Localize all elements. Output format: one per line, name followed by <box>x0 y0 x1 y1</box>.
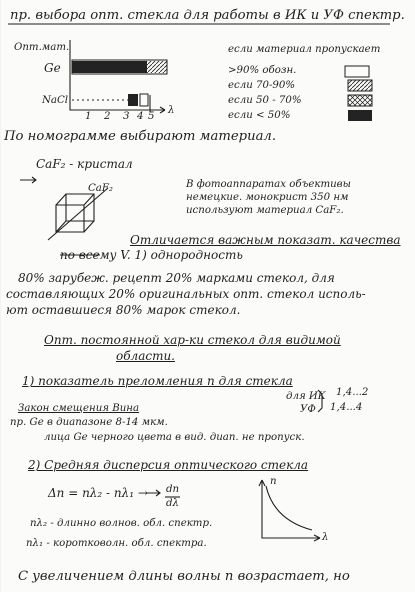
graph-n: n <box>270 476 277 487</box>
differ-2: по всему V. 1) однородность <box>60 248 243 262</box>
item1-e: 1,4...4 <box>330 402 363 413</box>
tick-3: 3 <box>123 111 130 122</box>
tick-5: 5 <box>148 111 155 122</box>
tick-2: 2 <box>104 111 111 122</box>
nl2-line: nλ₂ - длинно волнов. обл. спектр. <box>30 518 213 529</box>
nacl-bar-1 <box>128 94 138 106</box>
legend-box-empty <box>345 66 369 77</box>
char-2: области. <box>116 349 175 363</box>
stat-3: ют оставшиеся 80% марок стекол. <box>6 303 241 317</box>
photo-2: немецкие. монокрист 350 нм <box>186 192 349 203</box>
item1-c: 1,4...2 <box>336 387 369 398</box>
nacl-label: NaCl <box>42 95 69 106</box>
photo-3: используют материал CaF₂. <box>186 205 344 216</box>
y-axis-label: Опт.мат. <box>14 42 70 53</box>
arrow-1 <box>20 177 36 183</box>
legend-box-solid <box>348 110 372 121</box>
graph-lambda: λ <box>322 532 329 543</box>
caf2-label: CaF₂ <box>88 183 114 194</box>
page-title: пр. выбора опт. стекла для работы в ИК и УФ спектр. <box>10 8 405 23</box>
legend-line-2: >90% обозн. <box>228 65 297 76</box>
ge-bar-fill <box>72 61 147 73</box>
item1-h: лица Ge черного цвета в вид. диап. не пропуск. <box>44 432 305 443</box>
differ-1: Отличается важным показат. качества <box>130 233 401 247</box>
ge-label: Ge <box>44 61 61 75</box>
formula-dl: dλ <box>166 498 179 509</box>
formula: Δn = nλ₂ - nλ₁ → <box>48 486 148 500</box>
nomogram-text: По номограмме выбирают материал. <box>4 129 277 144</box>
cube-sketch <box>48 188 108 240</box>
nl1-line: nλ₁ - коротковолн. обл. спектра. <box>26 538 207 549</box>
item2-a: 2) Средняя дисперсия оптического стекла <box>28 458 309 472</box>
char-1: Опт. постоянной хар-ки стекол для видимой <box>44 333 341 347</box>
item1-f: Закон смещения Вина <box>18 403 140 414</box>
item1-a: 1) показатель преломления n для стекла <box>22 374 293 388</box>
photo-1: В фотоаппаратах объективы <box>186 179 351 190</box>
legend-box-hatch <box>348 80 372 91</box>
caf2-crystal: CaF₂ - кристал <box>36 157 133 171</box>
x-axis-symbol: λ <box>168 105 175 116</box>
legend-box-cross <box>348 95 372 106</box>
item1-g: пр. Ge в диапазоне 8-14 мкм. <box>10 417 168 428</box>
dispersion-graph <box>259 480 320 541</box>
item1-d: УФ <box>300 404 316 415</box>
stat-2: составляющих 20% оригинальных опт. стекол исполь- <box>6 287 366 301</box>
item1-b: для ИК <box>286 391 326 402</box>
tick-1: 1 <box>85 111 92 122</box>
nacl-bar-2 <box>140 94 148 106</box>
stat-1: 80% зарубеж. рецепт 20% марками стекол, для <box>18 271 335 285</box>
formula-dn: dn <box>166 484 180 495</box>
tick-4: 4 <box>137 111 144 122</box>
formula-arrow <box>147 490 160 496</box>
legend-line-1: если материал пропускает <box>228 44 381 55</box>
legend-line-5: если < 50% <box>228 110 291 121</box>
legend-line-3: если 70-90% <box>228 80 296 91</box>
legend-line-4: если 50 - 70% <box>228 95 302 106</box>
ge-bar-hatch <box>147 61 167 73</box>
last-line: С увеличением длины волны n возрастает, но <box>18 569 350 584</box>
